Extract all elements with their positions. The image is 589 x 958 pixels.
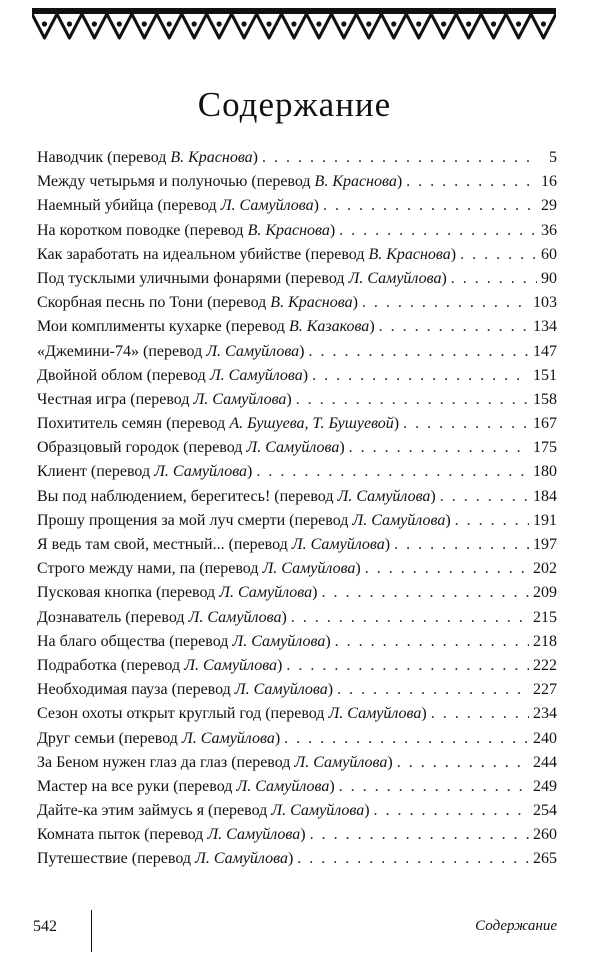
toc-entry-page: 240 [533, 729, 557, 747]
toc-leader-dots [337, 678, 529, 702]
toc-entry [37, 630, 557, 654]
toc-leader-dots [397, 751, 529, 775]
toc-entry [37, 727, 557, 751]
toc-entry-title: Наводчик (перевод В. Краснова) [37, 149, 258, 166]
toc-leader-dots [406, 170, 537, 194]
toc-entry-title: За Беном нужен глаз да глаз (перевод Л. Самуйлова) [37, 753, 393, 771]
toc-entry-page: 215 [533, 608, 557, 626]
toc-entry [37, 678, 557, 702]
toc-leader-dots [308, 340, 529, 364]
toc-entry-translator: Л. Самуйлова [184, 656, 278, 674]
toc-leader-dots [349, 436, 529, 460]
toc-leader-dots [291, 606, 529, 630]
toc-entry [37, 243, 557, 267]
toc-entry-page: 244 [533, 753, 557, 771]
toc-entry [37, 581, 557, 605]
toc-entry-page: 234 [533, 705, 557, 723]
toc-entry-page: 151 [533, 366, 557, 384]
toc-entry-translator: В. Краснова [368, 245, 451, 263]
toc-entry-page: 254 [533, 802, 557, 820]
toc-entry [37, 533, 557, 557]
toc-entry-page: 60 [541, 245, 557, 263]
toc-leader-dots [310, 823, 529, 847]
toc-entry-title: Друг семьи (перевод Л. Самуйлова) [37, 729, 281, 747]
toc-entry-title: Клиент (перевод Л. Самуйлова) [37, 463, 253, 481]
toc-entry-title: Я ведь там свой, местный... (перевод Л. Самуйлова) [37, 536, 391, 553]
toc-entry [37, 799, 557, 823]
toc-entry-page: 36 [541, 221, 557, 239]
toc-entry [37, 847, 557, 871]
toc-entry-translator: В. Краснова [314, 173, 397, 191]
toc-entry-page: 5 [549, 149, 557, 166]
toc-entry [37, 194, 557, 218]
footer-divider [91, 910, 92, 952]
toc-entry-translator: В. Казакова [288, 318, 370, 336]
toc-entry [37, 146, 557, 170]
toc-entry [37, 436, 557, 460]
toc-entry-translator: В. Краснова [270, 294, 353, 312]
table-of-contents [37, 146, 557, 872]
toc-entry-page: 158 [533, 390, 557, 408]
toc-leader-dots [256, 460, 529, 484]
toc-entry-title: Под тусклыми уличными фонарями (перевод Л. Самуйлова) [37, 269, 447, 287]
toc-entry [37, 267, 557, 291]
toc-entry-translator: Л. Самуйлова [234, 681, 328, 699]
toc-entry [37, 775, 557, 799]
toc-entry-title: Мастер на все руки (перевод Л. Самуйлова) [37, 777, 335, 795]
toc-leader-dots [284, 727, 529, 751]
toc-entry-title: Строго между нами, па (перевод Л. Самуйлова) [37, 560, 361, 578]
toc-entry-page: 202 [533, 560, 557, 578]
toc-entry-title: Пусковая кнопка (перевод Л. Самуйлова) [37, 584, 318, 602]
toc-entry-title: Образцовый городок (перевод Л. Самуйлова) [37, 439, 345, 457]
toc-entry-title: Двойной облом (перевод Л. Самуйлова) [37, 366, 309, 384]
toc-entry-page: 197 [533, 536, 557, 553]
toc-entry-page: 29 [541, 197, 557, 215]
toc-entry-page: 218 [533, 632, 557, 650]
toc-entry-title: Мои комплименты кухарке (перевод В. Казакова) [37, 318, 375, 336]
toc-entry [37, 485, 557, 509]
toc-entry-translator: Л. Самуйлова [271, 802, 365, 820]
toc-entry [37, 219, 557, 243]
toc-entry [37, 340, 557, 364]
toc-entry-title: Похититель семян (перевод А. Бушуева, Т. Бушуевой) [37, 415, 400, 433]
toc-entry-title: На коротком поводке (перевод В. Краснова) [37, 221, 336, 239]
toc-entry-title: Подработка (перевод Л. Самуйлова) [37, 656, 283, 674]
toc-entry-title: Наемный убийца (перевод Л. Самуйлова) [37, 197, 319, 215]
toc-entry-page: 249 [533, 777, 557, 795]
toc-leader-dots [362, 291, 529, 315]
toc-entry [37, 412, 557, 436]
toc-entry-title: Необходимая пауза (перевод Л. Самуйлова) [37, 681, 334, 699]
toc-entry-translator: Л. Самуйлова [219, 584, 313, 602]
toc-leader-dots [296, 388, 529, 412]
toc-entry-page: 147 [533, 342, 557, 360]
toc-entry-page: 227 [533, 681, 557, 699]
toc-leader-dots [339, 775, 529, 799]
toc-leader-dots [312, 364, 529, 388]
toc-entry-title: Как заработать на идеальном убийстве (перевод В. Краснова) [37, 245, 457, 263]
toc-entry-page: 222 [533, 656, 557, 674]
toc-entry [37, 702, 557, 726]
toc-entry [37, 315, 557, 339]
toc-leader-dots [379, 315, 529, 339]
toc-entry-page: 265 [533, 850, 557, 868]
toc-entry-translator: Л. Самуйлова [294, 753, 388, 771]
toc-entry-title: Сезон охоты открыт круглый год (перевод Л. Самуйлова) [37, 705, 427, 723]
toc-entry-translator: Л. Самуйлова [262, 560, 356, 578]
page-footer [0, 910, 589, 958]
toc-entry [37, 291, 557, 315]
toc-entry [37, 606, 557, 630]
toc-entry-translator: Л. Самуйлова [232, 632, 326, 650]
toc-entry-translator: Л. Самуйлова [337, 487, 431, 505]
toc-entry-title: Дайте-ка этим займусь я (перевод Л. Самуйлова) [37, 802, 370, 820]
toc-entry-page: 103 [533, 294, 557, 312]
toc-entry [37, 509, 557, 533]
toc-entry-page: 175 [533, 439, 557, 457]
toc-entry-title: Прошу прощения за мой луч смерти (перевод Л. Самуйлова) [37, 511, 451, 529]
toc-leader-dots [262, 146, 539, 170]
toc-entry [37, 751, 557, 775]
toc-entry-page: 180 [533, 463, 557, 481]
toc-entry-page: 191 [533, 511, 557, 529]
toc-entry [37, 170, 557, 194]
toc-entry-translator: А. Бушуева, Т. Бушуевой [229, 415, 394, 433]
toc-entry-translator: Л. Самуйлова [352, 511, 446, 529]
toc-entry-page: 90 [541, 269, 557, 287]
toc-entry-title: Скорбная песнь по Тони (перевод В. Краснова) [37, 294, 358, 312]
toc-entry-translator: Л. Самуйлова [195, 850, 288, 868]
toc-entry-page: 260 [533, 826, 557, 844]
toc-entry-page: 209 [533, 584, 557, 602]
toc-entry-title: Комната пыток (перевод Л. Самуйлова) [37, 826, 306, 844]
running-head: Содержание [475, 918, 557, 934]
page-title: Содержание [197, 85, 392, 125]
toc-entry-translator: В. Краснова [247, 221, 330, 239]
toc-entry-translator: Л. Самуйлова [328, 705, 422, 723]
toc-entry [37, 823, 557, 847]
toc-leader-dots [321, 581, 529, 605]
toc-entry-title: «Джемини-74» (перевод Л. Самуйлова) [37, 342, 305, 360]
toc-entry-title: Честная игра (перевод Л. Самуйлова) [37, 390, 292, 408]
page-number: 542 [33, 918, 57, 935]
toc-leader-dots [394, 533, 529, 557]
toc-entry-translator: Л. Самуйлова [348, 269, 442, 287]
toc-entry-translator: Л. Самуйлова [236, 777, 330, 795]
toc-leader-dots [455, 509, 529, 533]
toc-entry [37, 460, 557, 484]
toc-entry-title: На благо общества (перевод Л. Самуйлова) [37, 632, 331, 650]
toc-leader-dots [460, 243, 537, 267]
toc-leader-dots [440, 485, 529, 509]
toc-entry-page: 16 [541, 173, 557, 191]
decorative-ornament [32, 8, 556, 48]
toc-entry [37, 557, 557, 581]
toc-leader-dots [431, 702, 529, 726]
toc-entry-title: Между четырьмя и полуночью (перевод В. Краснова) [37, 173, 403, 191]
toc-entry-translator: Л. Самуйлова [220, 197, 314, 215]
toc-entry-translator: Л. Самуйлова [291, 536, 385, 553]
toc-entry-translator: Л. Самуйлова [154, 463, 248, 481]
toc-entry [37, 654, 557, 678]
toc-entry-page: 184 [533, 487, 557, 505]
toc-entry [37, 364, 557, 388]
toc-leader-dots [365, 557, 529, 581]
toc-entry-translator: Л. Самуйлова [246, 439, 340, 457]
toc-entry-page: 134 [533, 318, 557, 336]
toc-entry-translator: Л. Самуйлова [209, 366, 303, 384]
toc-entry-translator: Л. Самуйлова [193, 390, 287, 408]
toc-entry-page: 167 [533, 415, 557, 433]
toc-entry-translator: Л. Самуйлова [181, 729, 275, 747]
toc-leader-dots [323, 194, 537, 218]
toc-entry-title: Дознаватель (перевод Л. Самуйлова) [37, 608, 287, 626]
toc-entry-translator: Л. Самуйлова [206, 342, 300, 360]
toc-entry-title: Путешествие (перевод Л. Самуйлова) [37, 850, 294, 868]
toc-leader-dots [403, 412, 529, 436]
toc-entry [37, 388, 557, 412]
toc-entry-translator: Л. Самуйлова [188, 608, 282, 626]
toc-entry-translator: Л. Самуйлова [207, 826, 301, 844]
toc-entry-translator: В. Краснова [170, 149, 253, 166]
toc-leader-dots [297, 847, 529, 871]
toc-entry-title: Вы под наблюдением, берегитесь! (перевод Л. Самуйлова) [37, 487, 436, 505]
toc-leader-dots [451, 267, 537, 291]
toc-leader-dots [286, 654, 529, 678]
toc-leader-dots [374, 799, 529, 823]
toc-leader-dots [339, 219, 537, 243]
toc-leader-dots [335, 630, 529, 654]
